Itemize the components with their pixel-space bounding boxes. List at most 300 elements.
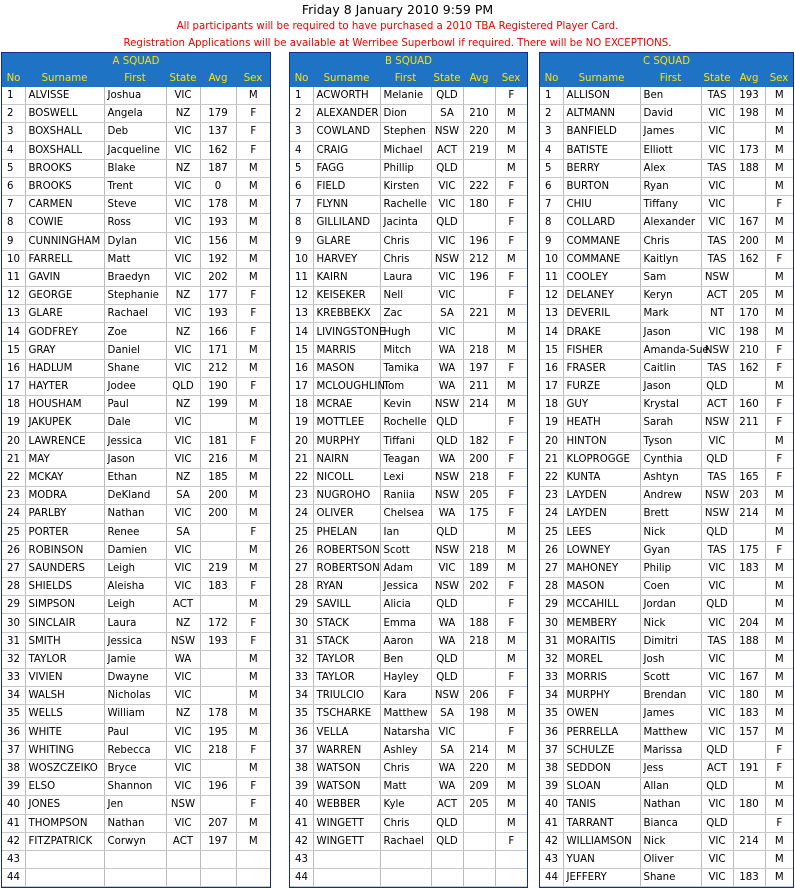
table-row [2,432,270,450]
table-row [540,723,793,741]
cell-avg: 191 [733,759,765,777]
cell-sex: M [495,323,527,341]
cell-sex: F [495,505,527,523]
cell-avg: 193 [733,87,765,105]
cell-surname [25,850,104,868]
cell-sex: M [765,287,793,305]
cell-state: TAS [701,632,733,650]
cell-no: 17 [2,378,25,396]
cell-surname: LOWNEY [563,541,640,559]
col-header-sex: Sex [236,70,270,87]
cell-first: Allan [640,778,701,796]
cell-no: 38 [290,759,313,777]
cell-avg: 177 [200,287,236,305]
cell-no: 13 [290,305,313,323]
cell-avg: 218 [463,468,495,486]
cell-no: 22 [2,468,25,486]
cell-avg [200,687,236,705]
cell-first: Andrew [640,487,701,505]
cell-avg: 173 [733,141,765,159]
cell-avg: 205 [733,287,765,305]
cell-sex: F [765,341,793,359]
cell-no: 4 [540,141,563,159]
cell-no: 39 [2,778,25,796]
table-row [2,250,270,268]
table-row [2,359,270,377]
cell-state: VIC [166,123,200,141]
cell-avg [463,814,495,832]
cell-state: VIC [166,450,200,468]
cell-first: Rachelle [380,196,431,214]
table-row [540,468,793,486]
cell-avg: 187 [200,159,236,177]
cell-first: William [104,705,166,723]
cell-sex: M [495,305,527,323]
table-row [540,487,793,505]
table-row [2,396,270,414]
cell-first: Chris [640,232,701,250]
cell-state: ACT [431,796,463,814]
cell-sex: M [236,214,270,232]
cell-state: VIC [701,578,733,596]
cell-no: 30 [540,614,563,632]
cell-state: WA [431,614,463,632]
cell-sex: M [765,378,793,396]
cell-avg [733,650,765,668]
cell-avg: 167 [733,214,765,232]
cell-sex [236,869,270,887]
cell-avg [733,814,765,832]
cell-first: Leigh [104,559,166,577]
table-row [290,378,527,396]
cell-avg: 205 [463,796,495,814]
cell-first: Jordan [640,596,701,614]
cell-state: VIC [701,650,733,668]
cell-state: SA [166,523,200,541]
cell-sex: F [236,578,270,596]
cell-state: QLD [431,159,463,177]
cell-first: Jessica [104,432,166,450]
table-row [2,596,270,614]
col-header-first: First [104,70,166,87]
cell-surname: PERRELLA [563,723,640,741]
cell-avg: 183 [200,578,236,596]
cell-first: Nell [380,287,431,305]
cell-no: 2 [2,105,25,123]
cell-first: Paul [104,396,166,414]
cell-sex: F [765,250,793,268]
cell-avg: 180 [733,687,765,705]
cell-no: 18 [540,396,563,414]
cell-first: Teagan [380,450,431,468]
cell-sex: M [236,177,270,195]
table-row [290,778,527,796]
cell-no: 34 [540,687,563,705]
cell-surname: MCCAHILL [563,596,640,614]
cell-surname: HARVEY [313,250,380,268]
cell-no: 20 [290,432,313,450]
cell-state: VIC [701,832,733,850]
cell-surname: GLARE [25,305,104,323]
cell-surname: FAGG [313,159,380,177]
cell-no: 40 [540,796,563,814]
cell-avg [200,796,236,814]
cell-surname: WELLS [25,705,104,723]
cell-state: QLD [166,378,200,396]
cell-avg: 199 [200,396,236,414]
cell-no: 27 [290,559,313,577]
cell-sex: F [236,778,270,796]
cell-no: 42 [290,832,313,850]
cell-sex: M [765,123,793,141]
col-header-no: No [2,70,25,87]
cell-state: QLD [701,596,733,614]
cell-sex: M [495,159,527,177]
cell-sex: M [495,541,527,559]
cell-sex: F [236,323,270,341]
cell-state: QLD [701,450,733,468]
table-row [290,123,527,141]
cell-first: Zoe [104,323,166,341]
cell-no: 12 [540,287,563,305]
cell-surname: FARRELL [25,250,104,268]
cell-sex: F [236,141,270,159]
table-row [540,578,793,596]
cell-first: Nick [640,614,701,632]
table-row [290,687,527,705]
cell-first: Sarah [640,414,701,432]
cell-avg [463,832,495,850]
cell-state: NSW [701,268,733,286]
cell-surname: WINGETT [313,814,380,832]
cell-first: Leigh [104,596,166,614]
cell-first: Aaron [380,632,431,650]
col-header-state: State [166,70,200,87]
cell-no: 25 [2,523,25,541]
cell-first: Natarsha [380,723,431,741]
cell-state: VIC [701,669,733,687]
cell-avg: 200 [463,450,495,468]
cell-sex: M [236,559,270,577]
cell-state: VIC [701,869,733,887]
cell-sex: M [765,159,793,177]
cell-first [104,850,166,868]
cell-first: Ashtyn [640,468,701,486]
cell-state: VIC [166,196,200,214]
cell-first: Ashley [380,741,431,759]
cell-no: 14 [290,323,313,341]
cell-avg: 198 [463,705,495,723]
cell-no: 5 [540,159,563,177]
cell-no: 34 [2,687,25,705]
table-row [2,578,270,596]
cell-avg [463,87,495,105]
cell-no: 39 [290,778,313,796]
cell-surname: ACWORTH [313,87,380,105]
cell-first: Philip [640,559,701,577]
cell-surname: GILLILAND [313,214,380,232]
cell-avg: 202 [463,578,495,596]
cell-sex: M [495,396,527,414]
cell-first: Stephen [380,123,431,141]
cell-state: VIC [166,759,200,777]
col-header-avg: Avg [733,70,765,87]
cell-avg [200,87,236,105]
cell-first [380,869,431,887]
cell-state: VIC [701,687,733,705]
cell-state: VIC [166,87,200,105]
cell-first: Emma [380,614,431,632]
cell-surname: GEORGE [25,287,104,305]
cell-surname: FRASER [563,359,640,377]
cell-state: NSW [431,468,463,486]
cell-sex: M [236,650,270,668]
cell-state [431,850,463,868]
cell-first: Trent [104,177,166,195]
cell-surname: COLLARD [563,214,640,232]
cell-no: 33 [540,669,563,687]
cell-state: WA [431,778,463,796]
table-row [2,741,270,759]
cell-surname: CARMEN [25,196,104,214]
table-row [290,759,527,777]
cell-surname: TARRANT [563,814,640,832]
cell-sex: F [765,450,793,468]
cell-surname: ELSO [25,778,104,796]
cell-avg [200,414,236,432]
table-row [2,323,270,341]
cell-surname: FITZPATRICK [25,832,104,850]
cell-avg: 200 [200,487,236,505]
cell-surname: ROBINSON [25,541,104,559]
table-row [540,232,793,250]
cell-no: 10 [2,250,25,268]
table-row [2,650,270,668]
cell-avg: 202 [200,268,236,286]
cell-surname: FLYNN [313,196,380,214]
col-header-sex: Sex [495,70,527,87]
cell-state: ACT [166,832,200,850]
cell-surname: GRAY [25,341,104,359]
cell-avg: 167 [733,669,765,687]
cell-sex: M [236,196,270,214]
table-row [290,850,527,868]
cell-no: 39 [540,778,563,796]
cell-no: 16 [290,359,313,377]
cell-surname: WILLIAMSON [563,832,640,850]
cell-first: Damien [104,541,166,559]
cell-avg: 170 [733,305,765,323]
cell-state: QLD [431,414,463,432]
cell-sex: F [765,359,793,377]
cell-surname: BROOKS [25,177,104,195]
cell-first: Jacqueline [104,141,166,159]
cell-sex: F [495,687,527,705]
cell-sex: M [765,232,793,250]
cell-avg [200,850,236,868]
table-row [540,632,793,650]
cell-avg: 218 [200,741,236,759]
cell-first: Daniel [104,341,166,359]
cell-avg: 157 [733,723,765,741]
cell-avg: 212 [463,250,495,268]
col-header-avg: Avg [200,70,236,87]
cell-no: 26 [540,541,563,559]
cell-surname: KREBBEKX [313,305,380,323]
cell-sex: F [236,796,270,814]
cell-avg: 221 [463,305,495,323]
cell-surname: TAYLOR [313,650,380,668]
cell-state: VIC [431,559,463,577]
cell-sex: M [765,778,793,796]
cell-avg: 211 [463,378,495,396]
table-row [540,596,793,614]
table-row [290,250,527,268]
cell-state: VIC [166,578,200,596]
cell-sex: M [765,177,793,195]
cell-surname: STACK [313,632,380,650]
cell-surname: HOUSHAM [25,396,104,414]
cell-state: QLD [431,432,463,450]
cell-avg [200,541,236,559]
table-row [2,541,270,559]
squad-b-panel [289,52,528,888]
cell-avg: 218 [463,632,495,650]
cell-avg: 156 [200,232,236,250]
cell-surname: SEDDON [563,759,640,777]
cell-first: Matthew [380,705,431,723]
table-row [290,559,527,577]
cell-sex: M [236,687,270,705]
cell-sex: M [765,796,793,814]
cell-avg: 222 [463,177,495,195]
cell-surname: SHIELDS [25,578,104,596]
table-row [290,505,527,523]
table-row [2,869,270,887]
cell-avg: 209 [463,778,495,796]
cell-first: Adam [380,559,431,577]
cell-surname: DRAKE [563,323,640,341]
cell-surname: BROOKS [25,159,104,177]
cell-state: VIC [166,268,200,286]
cell-surname: MORRIS [563,669,640,687]
cell-first: Shannon [104,778,166,796]
cell-no: 44 [540,869,563,887]
cell-first: Laura [104,614,166,632]
cell-first: Jodee [104,378,166,396]
cell-surname: LAWRENCE [25,432,104,450]
cell-avg: 214 [733,832,765,850]
cell-no: 19 [2,414,25,432]
cell-state: VIC [166,432,200,450]
cell-surname: WARREN [313,741,380,759]
cell-first: Dale [104,414,166,432]
cell-avg [463,669,495,687]
cell-no: 43 [290,850,313,868]
table-row [2,814,270,832]
table-row [2,632,270,650]
cell-state: NSW [166,632,200,650]
cell-first: Matt [104,250,166,268]
cell-avg: 211 [733,414,765,432]
cell-surname: WOSZCZEIKO [25,759,104,777]
cell-state: WA [431,450,463,468]
cell-sex: M [765,869,793,887]
cell-surname: BERRY [563,159,640,177]
cell-avg [733,578,765,596]
cell-avg: 172 [200,614,236,632]
cell-avg: 214 [463,741,495,759]
cell-no: 20 [540,432,563,450]
cell-avg: 165 [733,468,765,486]
cell-no: 9 [2,232,25,250]
cell-surname: PHELAN [313,523,380,541]
cell-first: Sam [640,268,701,286]
cell-sex: F [765,741,793,759]
cell-surname: BOXSHALL [25,141,104,159]
cell-sex: F [236,305,270,323]
cell-sex: F [495,87,527,105]
cell-avg: 204 [733,614,765,632]
table-row [540,196,793,214]
notice-registration-applications: Registration Applications will be available at Werribee Superbowl if required. There will be NO EXCEPTIONS. [123,38,672,49]
cell-surname: TANIS [563,796,640,814]
cell-sex: M [765,559,793,577]
cell-first: Josh [640,650,701,668]
cell-state: WA [166,650,200,668]
cell-first: Ben [380,650,431,668]
cell-sex: M [236,723,270,741]
table-row [540,741,793,759]
cell-avg [200,650,236,668]
squad-title: B SQUAD [290,53,527,70]
cell-state: VIC [701,323,733,341]
cell-no: 12 [2,287,25,305]
cell-first: Jessica [380,578,431,596]
cell-surname: WATSON [313,778,380,796]
cell-first: Jacinta [380,214,431,232]
cell-state: VIC [701,105,733,123]
cell-state: NZ [166,323,200,341]
cell-sex: M [495,378,527,396]
cell-no: 44 [290,869,313,887]
cell-state: NSW [701,505,733,523]
cell-first: Ross [104,214,166,232]
cell-avg [463,596,495,614]
cell-sex: M [765,268,793,286]
table-row [2,141,270,159]
cell-sex: M [765,305,793,323]
table-row [540,559,793,577]
cell-avg: 193 [200,305,236,323]
table-row [540,359,793,377]
cell-no: 28 [290,578,313,596]
cell-sex: M [236,450,270,468]
cell-first: Tom [380,378,431,396]
cell-no: 41 [2,814,25,832]
cell-avg: 188 [463,614,495,632]
cell-surname: ALTMANN [563,105,640,123]
cell-sex: F [495,268,527,286]
table-row [540,432,793,450]
cell-no: 26 [2,541,25,559]
cell-sex: M [495,741,527,759]
cell-first: Ben [640,87,701,105]
cell-state: TAS [701,359,733,377]
table-row [540,650,793,668]
table-row [540,450,793,468]
cell-sex [495,869,527,887]
